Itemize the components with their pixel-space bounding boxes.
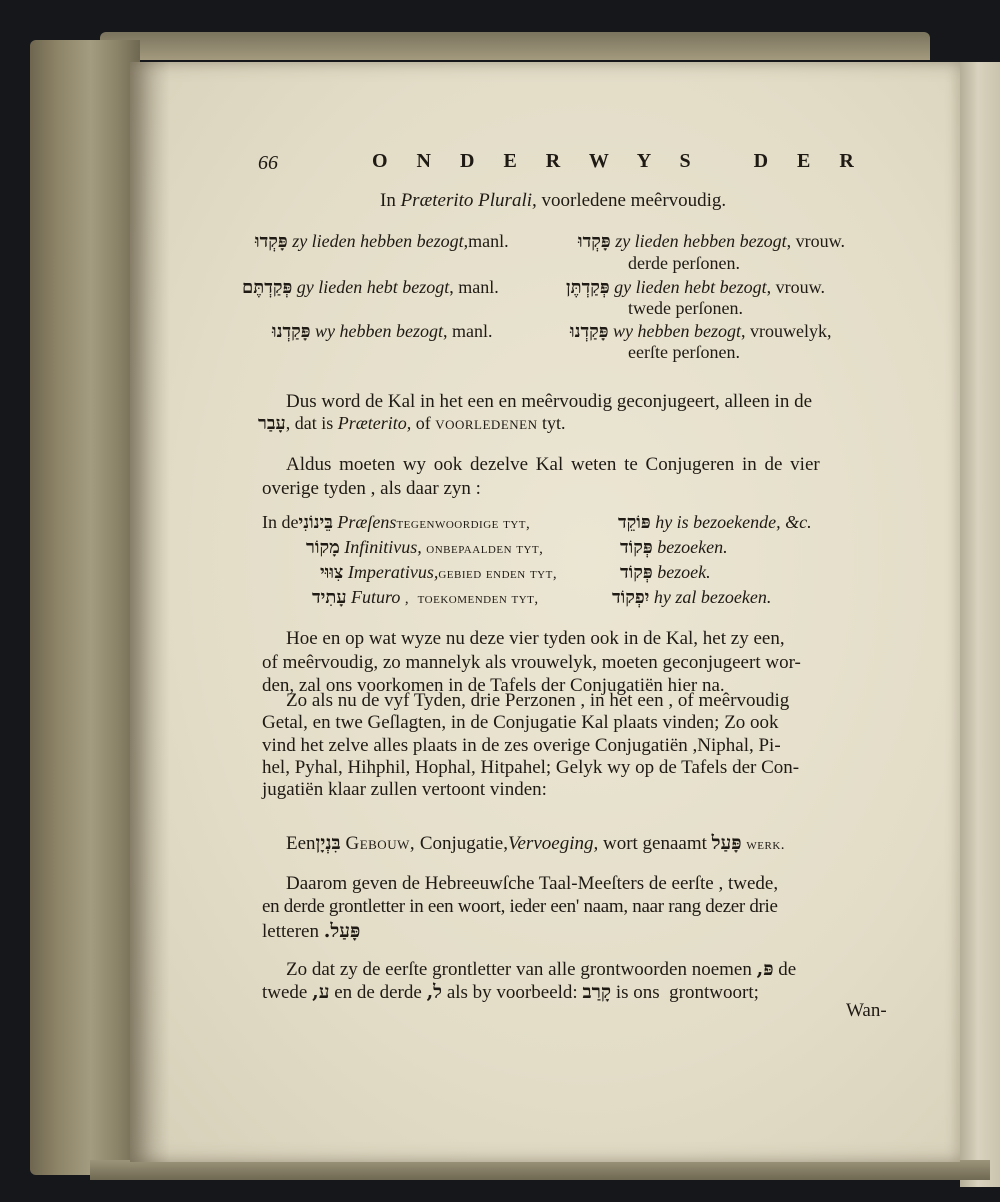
heading-prefix: In	[380, 190, 396, 211]
hebrew-word: פָּקַדְנוּ	[570, 321, 609, 342]
hebrew-word: בֵּינוֹנִי	[298, 512, 333, 533]
page-edge-left	[30, 40, 140, 1175]
text-fragment: en de derde	[334, 982, 422, 1003]
hebrew-word: פָּקַדְנוּ	[272, 321, 311, 342]
latin-term: Futuro	[351, 587, 401, 607]
para4-line5: jugatiën klaar zullen vertoont vinden:	[262, 779, 547, 800]
list-item	[262, 512, 530, 533]
list-item	[620, 562, 711, 583]
text-fragment: of	[415, 413, 431, 433]
para4-line4: hel, Pyhal, Hihphil, Hophal, Hitpahel; Gelyk wy op de Tafels der Con-	[262, 757, 800, 778]
section-heading	[380, 190, 726, 212]
smallcaps-term: voorledenen	[435, 413, 538, 433]
list-item	[312, 587, 539, 608]
para3-line2: of meêrvoudig, zo mannelyk als vrouwelyk, moeten geconjugeert wor-	[262, 652, 801, 673]
page-number: 66	[258, 152, 278, 174]
hebrew-word: פּוֹקֵד	[618, 512, 651, 533]
table-row	[566, 277, 825, 298]
text-fragment: Zo dat zy de eerſte grontletter van alle grontwoorden noemen	[286, 959, 752, 980]
hebrew-word: קָרַב	[582, 981, 612, 1003]
hebrew-word: צִוּוּי	[320, 562, 344, 583]
text-fragment: is ons grontwoort;	[615, 982, 759, 1003]
text-fragment: twede	[262, 982, 308, 1003]
text-fragment: de	[778, 959, 797, 980]
text-fragment: letteren	[262, 921, 319, 942]
text-fragment: Een	[286, 833, 316, 854]
hebrew-word: פְּקוֹד	[620, 562, 653, 583]
hebrew-letter: ע,	[312, 981, 330, 1003]
hebrew-word: פָּעַל	[711, 832, 742, 854]
para2-line2: overige tyden , als daar zyn :	[262, 478, 481, 499]
para1-line2	[258, 413, 566, 434]
para1-line1: Dus word de Kal in het een en meêrvoudig geconjugeert, alleen in de	[286, 391, 813, 412]
heading-italic: Præterito Plurali,	[400, 190, 537, 211]
fem-label: , vrouwelyk,	[741, 321, 832, 341]
para6-line1: Daarom geven de Hebreeuwſche Taal-Meeſters de eerſte , twede,	[286, 873, 779, 894]
gutter-shadow	[130, 62, 170, 1162]
facing-page-edge	[960, 62, 1000, 1187]
para7-line2	[262, 981, 759, 1004]
hebrew-word: פָּקְדוּ	[255, 231, 288, 252]
hebrew-word: פְּקַדְתֶּן	[566, 277, 610, 298]
latin-term: Imperativus,	[347, 562, 439, 582]
text-fragment: als by voorbeeld:	[446, 982, 578, 1003]
text-fragment: tyt.	[541, 413, 566, 433]
hebrew-word: פְּקוֹד	[620, 537, 653, 558]
para6-line3	[262, 920, 360, 943]
hebrew-word: עָתִיד	[312, 587, 347, 608]
running-title: O N D E R W Y S D E R	[372, 150, 866, 172]
meaning: bezoeken.	[657, 537, 728, 557]
page-stack-bottom	[90, 1160, 990, 1180]
masc-label: , manl.	[449, 277, 499, 297]
smallcaps-term: werk.	[746, 837, 786, 853]
table-row	[242, 277, 499, 298]
list-item	[320, 562, 557, 583]
dutch-term: onbepaalden tyt,	[426, 541, 544, 557]
para5-line	[286, 832, 785, 855]
fem-label: , vrouw.	[786, 231, 845, 251]
dutch-term: gebied enden tyt,	[438, 566, 558, 582]
dutch-term: tegenwoordige tyt,	[396, 516, 531, 532]
text-fragment: Conjugatie,	[419, 833, 508, 854]
fem-phrase: zy lieden hebben bezogt	[615, 231, 787, 251]
list-item	[618, 512, 812, 533]
person-label: eerſte perſonen.	[628, 342, 740, 362]
tense-prefix: In de	[262, 512, 299, 532]
latin-term: Præſens	[337, 512, 397, 532]
para3-line1: Hoe en op wat wyze nu deze vier tyden ook in de Kal, het zy een,	[286, 628, 785, 649]
list-item	[306, 537, 543, 558]
fem-phrase: gy lieden hebt bezogt	[614, 277, 767, 297]
latin-term: Infinitivus,	[344, 537, 422, 557]
table-row	[255, 231, 509, 252]
para4-line1: Zo als nu de vyf Tyden, drie Perzonen , in het een , of meêrvoudig	[286, 690, 790, 711]
fem-label: , vrouw.	[766, 277, 825, 297]
heading-rest: voorledene meêrvoudig.	[541, 190, 727, 211]
dutch-term: , toekomenden tyt,	[404, 591, 539, 607]
page-stack-top	[100, 32, 930, 60]
hebrew-letter: פּ,	[756, 958, 774, 980]
italic-term: Præterito,	[337, 413, 412, 433]
masc-phrase: wy hebben bezogt	[315, 321, 444, 341]
hebrew-word: בִּנְיָן	[315, 832, 341, 854]
para2-line1: Aldus moeten wy ook dezelve Kal weten te Conjugeren in de vier	[286, 454, 820, 475]
smallcaps-term: Gebouw,	[345, 833, 416, 854]
hebrew-word: מָקוֹר	[306, 537, 340, 558]
para6-line2: en derde grontletter in een woort, ieder een' naam, naar rang dezer drie	[262, 896, 778, 917]
hebrew-word: יִפְקוֹד	[612, 587, 650, 608]
masc-label: , manl.	[443, 321, 493, 341]
meaning: hy zal bezoeken.	[653, 587, 772, 607]
para4-line2: Getal, en twe Geſlagten, in de Conjugatie Kal plaats vinden; Zo ook	[262, 712, 779, 733]
person-label: derde perſonen.	[628, 253, 740, 273]
para7-line1	[286, 958, 796, 981]
para4-line3: vind het zelve alles plaats in de zes overige Conjugatiën ,Niphal, Pi-	[262, 735, 781, 756]
person-label: twede perſonen.	[628, 298, 743, 318]
list-item	[620, 537, 728, 558]
fem-phrase: wy hebben bezogt	[613, 321, 742, 341]
hebrew-letter: ל,	[426, 981, 443, 1003]
hebrew-word: פְּקַדְתֶּם	[242, 277, 293, 298]
hebrew-word: עָבַר	[258, 413, 286, 434]
para3-line3: den, zal ons voorkomen in de Tafels der Conjugatiën hier na.	[262, 675, 725, 696]
catchword: Wan-	[846, 1000, 887, 1021]
table-row	[578, 231, 845, 252]
meaning: hy is bezoekende, &c.	[655, 512, 812, 532]
masc-label: ,manl.	[463, 231, 509, 251]
hebrew-word: פָּקְדוּ	[578, 231, 611, 252]
meaning: bezoek.	[657, 562, 711, 582]
hebrew-word: פָּעַל.	[323, 920, 361, 942]
list-item	[612, 587, 771, 608]
masc-phrase: zy lieden hebben bezogt	[292, 231, 464, 251]
text-fragment: , dat is	[285, 413, 334, 433]
italic-term: Vervoeging,	[508, 833, 599, 854]
masc-phrase: gy lieden hebt bezogt	[296, 277, 450, 297]
table-row	[570, 321, 832, 342]
text-fragment: wort genaamt	[602, 833, 707, 854]
table-row	[272, 321, 493, 342]
